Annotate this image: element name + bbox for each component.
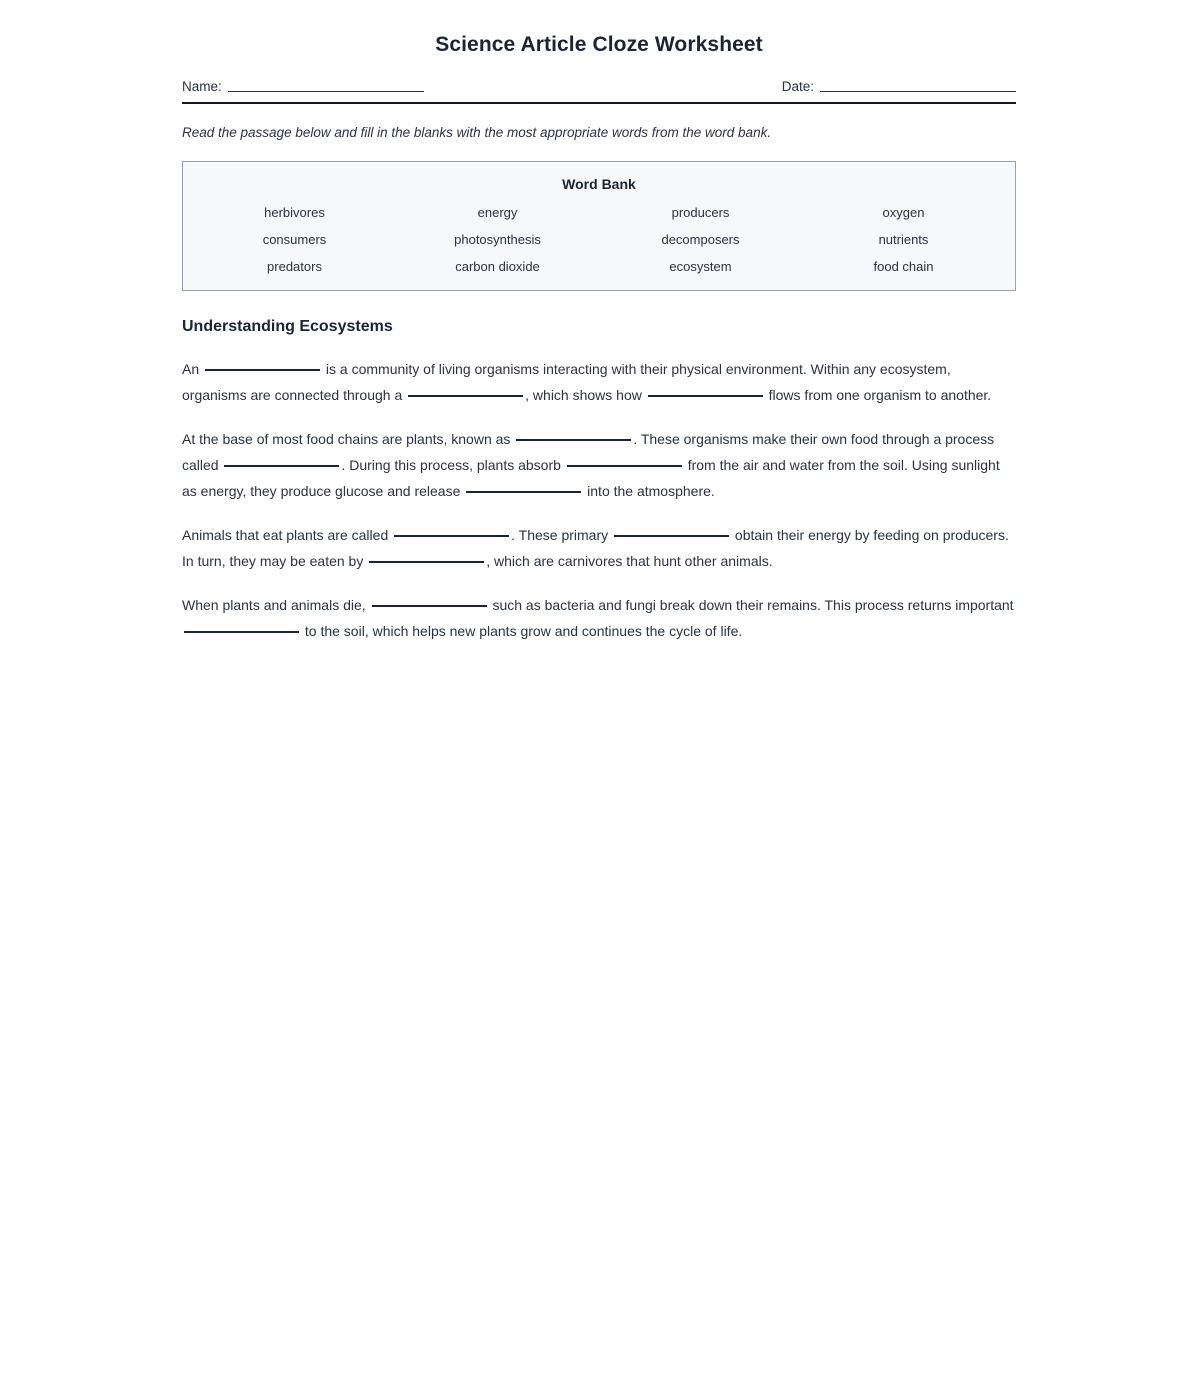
word-bank-word: consumers [262,232,327,247]
passage-paragraph [182,592,1016,644]
word-bank-word: producers [671,205,730,220]
passage-text: Animals that eat plants are called [182,527,393,543]
passage-section [182,318,1016,644]
word-bank-word: nutrients [878,232,929,247]
date-label: Date: [781,79,814,94]
passage-text: from the air and water from the soil. Using sunlight as energy, they produce glucose and release [182,457,1000,499]
instructions-text: Read the passage below and fill in the blanks with the most appropriate words from the word bank. [182,125,772,140]
passage-paragraph [182,356,1016,408]
cloze-blank[interactable] [394,535,509,537]
passage-text: An [182,361,204,377]
passage-body [182,356,1016,644]
date-field[interactable] [782,79,1016,95]
word-bank-box [182,161,1016,291]
header-divider [182,102,1016,104]
word-bank-word: predators [267,259,322,274]
passage-heading: Understanding Ecosystems [182,318,393,335]
cloze-blank[interactable] [408,395,523,397]
passage-text: is a community of living organisms interacting with their physical environment. Within any ecosystem, organisms are connected through a [182,361,951,403]
cloze-blank[interactable] [224,465,339,467]
date-input-rule[interactable] [820,91,1016,92]
cloze-blank[interactable] [372,605,487,607]
word-bank-word: food chain [873,259,934,274]
cloze-blank[interactable] [369,561,484,563]
passage-text: into the atmosphere. [583,483,715,499]
word-bank-word: energy [477,205,518,220]
word-bank-title: Word Bank [562,176,636,192]
cloze-blank[interactable] [184,631,299,633]
cloze-blank[interactable] [205,369,320,371]
passage-text: At the base of most food chains are plants, known as [182,431,515,447]
worksheet-body [182,0,1016,644]
cloze-blank[interactable] [466,491,581,493]
passage-text: such as bacteria and fungi break down their remains. This process returns important [488,597,1014,613]
cloze-blank[interactable] [516,439,631,441]
passage-text: , which shows how [525,387,646,403]
page-title: Science Article Cloze Worksheet [435,33,763,56]
passage-text: obtain their energy by feeding on producers. In turn, they may be eaten by [182,527,1009,569]
passage-text: flows from one organism to another. [764,387,992,403]
passage-paragraph [182,426,1016,504]
word-bank-word: photosynthesis [454,232,541,247]
passage-text: . These organisms make their own food through a process called [182,431,995,473]
passage-paragraph [182,522,1016,574]
word-bank-word: ecosystem [669,259,732,274]
passage-text: When plants and animals die, [182,597,370,613]
identity-row [182,79,1016,95]
word-bank-word: herbivores [264,205,325,220]
word-bank-grid [193,205,1005,274]
passage-text: . These primary [511,527,613,543]
word-bank-word: oxygen [882,205,925,220]
word-bank-word: carbon dioxide [455,259,540,274]
cloze-blank[interactable] [614,535,729,537]
passage-text: , which are carnivores that hunt other animals. [486,553,773,569]
cloze-blank[interactable] [648,395,763,397]
word-bank-word: decomposers [661,232,740,247]
passage-text: to the soil, which helps new plants grow and continues the cycle of life. [301,623,743,639]
passage-text: . During this process, plants absorb [341,457,565,473]
name-input-rule[interactable] [228,91,424,92]
cloze-blank[interactable] [567,465,682,467]
name-label: Name: [182,79,222,94]
name-field[interactable] [182,79,424,95]
